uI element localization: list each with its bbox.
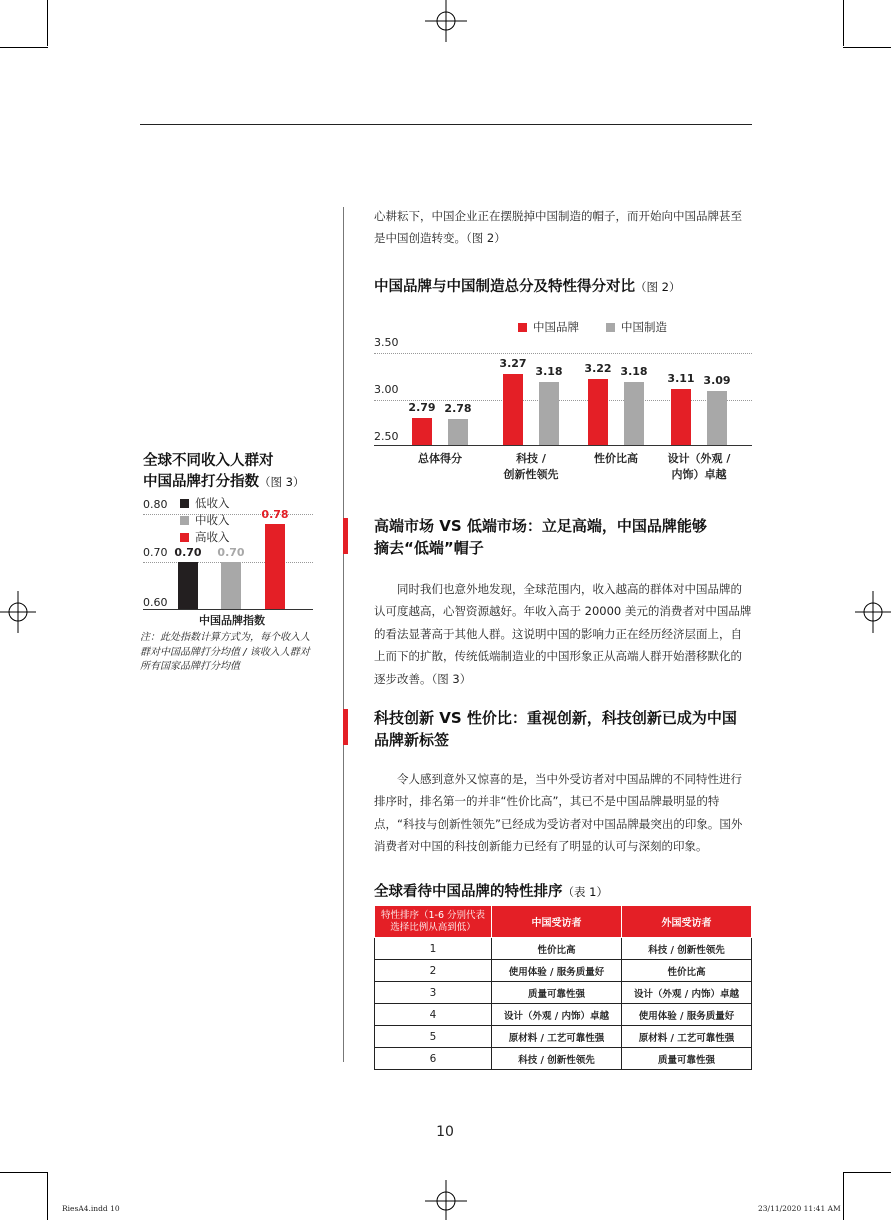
table-cell-china: 性价比高 xyxy=(492,938,622,960)
legend-swatch-icon xyxy=(180,516,189,525)
section1-heading-line1: 高端市场 VS 低端市场：立足高端，中国品牌能够 xyxy=(374,517,707,535)
chart2-title xyxy=(374,275,680,296)
crop-mark xyxy=(843,0,844,46)
chart2-legend-item xyxy=(518,319,579,335)
crop-mark xyxy=(843,47,891,48)
chart3-bar xyxy=(178,562,198,610)
chart3-legend-item xyxy=(180,529,230,545)
page-number: 10 xyxy=(436,1124,454,1140)
chart2-data-label: 3.18 xyxy=(620,365,648,379)
section2-accent-bar xyxy=(343,709,348,745)
chart3-y-tick: 0.70 xyxy=(143,546,168,559)
chart2-data-label: 3.22 xyxy=(584,361,612,375)
registration-mark-icon xyxy=(0,591,36,633)
crop-mark xyxy=(843,1172,891,1173)
table-header-rank: 特性排序（1-6 分别代表选择比例从高到低） xyxy=(375,906,492,938)
chart2-bar xyxy=(503,374,523,445)
table-row xyxy=(375,1048,752,1070)
footer-timestamp: 23/11/2020 11:41 AM xyxy=(758,1204,841,1213)
chart2-category-label xyxy=(486,451,576,483)
chart2-data-label: 2.79 xyxy=(408,401,436,415)
chart3-title-line2: 中国品牌打分指数 xyxy=(143,474,259,490)
chart3-bar xyxy=(221,562,241,610)
chart2-category-line: 内饰）卓越 xyxy=(671,468,727,481)
chart2-legend-label: 中国品牌 xyxy=(533,320,579,334)
table-cell-foreign: 科技 / 创新性领先 xyxy=(622,938,752,960)
table-cell-rank: 4 xyxy=(375,1004,492,1026)
table-cell-rank: 2 xyxy=(375,960,492,982)
chart3-legend-item xyxy=(180,495,230,511)
chart3-y-tick: 0.80 xyxy=(143,498,168,511)
ranking-table xyxy=(374,905,752,1070)
legend-swatch-icon xyxy=(180,499,189,508)
chart2-y-tick: 3.50 xyxy=(374,336,399,349)
intro-paragraph: 心耕耘下，中国企业正在摆脱掉中国制造的帽子，而开始向中国品牌甚至是中国创造转变。（图 2） xyxy=(374,209,742,246)
chart3-data-label: 0.70 xyxy=(174,545,202,559)
chart2-y-tick: 3.00 xyxy=(374,383,399,396)
footer-file-info: RiesA4.indd 10 xyxy=(62,1204,120,1213)
chart3-legend-label: 低收入 xyxy=(195,496,230,510)
crop-mark xyxy=(0,47,48,48)
table-row xyxy=(375,982,752,1004)
header-rule xyxy=(140,124,752,125)
table-header-china: 中国受访者 xyxy=(492,906,622,938)
chart2-data-label: 2.78 xyxy=(444,402,472,416)
chart2-category-line: 创新性领先 xyxy=(503,468,559,481)
crop-mark xyxy=(0,1172,48,1173)
chart2-bar xyxy=(707,391,727,445)
crop-mark xyxy=(47,0,48,46)
table-row xyxy=(375,1004,752,1026)
chart3-title xyxy=(143,451,304,493)
chart3-note: 注：此处指数计算方式为，每个收入人群对中国品牌打分均值 / 该收入人群对所有国家品牌打分均值 xyxy=(140,632,310,672)
chart2-baseline xyxy=(374,445,752,446)
crop-mark xyxy=(843,1172,844,1220)
chart2-data-label: 3.11 xyxy=(667,371,695,385)
chart3-legend-label: 高收入 xyxy=(195,530,230,544)
crop-mark xyxy=(47,1172,48,1220)
section2-heading xyxy=(374,707,752,751)
chart2-data-label: 3.18 xyxy=(535,365,563,379)
section1-paragraph: 同时我们也意外地发现，全球范围内，收入越高的群体对中国品牌的认可度越高，心智资源越好。年收入高于 20000 美元的消费者对中国品牌的看法显著高于其他人群。这说明中国的影响力正在经历经济层面上，自上而下的扩散，传统低端制造业的中国形象正从高端人群开始潜移默化的逐步改善。（图 3） xyxy=(374,582,752,686)
legend-swatch-icon xyxy=(518,323,527,332)
table-cell-china: 设计（外观 / 内饰）卓越 xyxy=(492,1004,622,1026)
table-cell-china: 使用体验 / 服务质量好 xyxy=(492,960,622,982)
table-cell-rank: 1 xyxy=(375,938,492,960)
chart2-bar xyxy=(448,419,468,445)
chart2-bar xyxy=(671,389,691,445)
section1-accent-bar xyxy=(343,518,348,554)
table-cell-foreign: 质量可靠性强 xyxy=(622,1048,752,1070)
chart2-ref: （图 2） xyxy=(635,280,681,294)
table-cell-china: 质量可靠性强 xyxy=(492,982,622,1004)
chart3-bar xyxy=(265,524,285,610)
chart2-legend-item xyxy=(606,319,667,335)
chart3-title-line1: 全球不同收入人群对 xyxy=(143,453,274,469)
chart2-y-tick: 2.50 xyxy=(374,430,399,443)
chart3-baseline xyxy=(143,609,313,610)
chart2-category-line: 科技 / xyxy=(516,452,546,465)
chart2-title-text: 中国品牌与中国制造总分及特性得分对比 xyxy=(374,279,635,295)
legend-swatch-icon xyxy=(180,533,189,542)
table-row xyxy=(375,960,752,982)
chart2-category-label xyxy=(395,451,485,467)
column-divider xyxy=(343,207,344,1062)
chart2-category-line: 设计（外观 / xyxy=(667,452,731,465)
table1-ref: （表 1） xyxy=(562,885,608,899)
section2-paragraph: 令人感到意外又惊喜的是，当中外受访者对中国品牌的不同特性进行排序时，排名第一的并非“性价比高”，其已不是中国品牌最明显的特点，“科技与创新性领先”已经成为受访者对中国品牌最突出的印象。国外消费者对中国的科技创新能力已经有了明显的认可与深刻的印象。 xyxy=(374,772,743,854)
chart2-category-line: 性价比高 xyxy=(594,452,638,465)
table-cell-foreign: 设计（外观 / 内饰）卓越 xyxy=(622,982,752,1004)
chart3-category-label: 中国品牌指数 xyxy=(199,614,265,627)
chart3-legend-item xyxy=(180,512,230,528)
section1-heading-line2: 摘去“低端”帽子 xyxy=(374,539,484,557)
table-cell-china: 科技 / 创新性领先 xyxy=(492,1048,622,1070)
chart2-bar xyxy=(539,382,559,445)
chart3-ref: （图 3） xyxy=(259,475,305,489)
chart2-gridline xyxy=(374,353,752,354)
table-cell-rank: 3 xyxy=(375,982,492,1004)
legend-swatch-icon xyxy=(606,323,615,332)
table1-title xyxy=(374,880,608,901)
table-cell-foreign: 原材料 / 工艺可靠性强 xyxy=(622,1026,752,1048)
chart3-y-tick: 0.60 xyxy=(143,596,168,609)
registration-mark-icon xyxy=(425,1180,467,1220)
chart2-bar xyxy=(624,382,644,445)
table-cell-rank: 6 xyxy=(375,1048,492,1070)
chart2-legend-label: 中国制造 xyxy=(621,320,667,334)
table-row xyxy=(375,938,752,960)
table1-title-text: 全球看待中国品牌的特性排序 xyxy=(374,884,563,900)
chart2-bar xyxy=(588,379,608,445)
table-header-foreign: 外国受访者 xyxy=(622,906,752,938)
chart2-category-label xyxy=(654,451,744,483)
table-cell-rank: 5 xyxy=(375,1026,492,1048)
chart2-data-label: 3.27 xyxy=(499,357,527,371)
table-cell-foreign: 性价比高 xyxy=(622,960,752,982)
registration-mark-icon xyxy=(425,0,467,42)
chart3-data-label: 0.78 xyxy=(261,507,289,521)
registration-mark-icon xyxy=(855,591,891,633)
section2-heading-line2: 品牌新标签 xyxy=(374,731,450,749)
table-row xyxy=(375,1026,752,1048)
chart3-legend-label: 中收入 xyxy=(195,513,230,527)
chart2-category-label xyxy=(571,451,661,467)
chart2-data-label: 3.09 xyxy=(703,373,731,387)
section1-heading xyxy=(374,515,752,559)
chart3-data-label: 0.70 xyxy=(217,545,245,559)
chart2-bar xyxy=(412,418,432,445)
chart2-category-line: 总体得分 xyxy=(418,452,462,465)
section2-heading-line1: 科技创新 VS 性价比：重视创新，科技创新已成为中国 xyxy=(374,709,737,727)
table-cell-china: 原材料 / 工艺可靠性强 xyxy=(492,1026,622,1048)
table-cell-foreign: 使用体验 / 服务质量好 xyxy=(622,1004,752,1026)
